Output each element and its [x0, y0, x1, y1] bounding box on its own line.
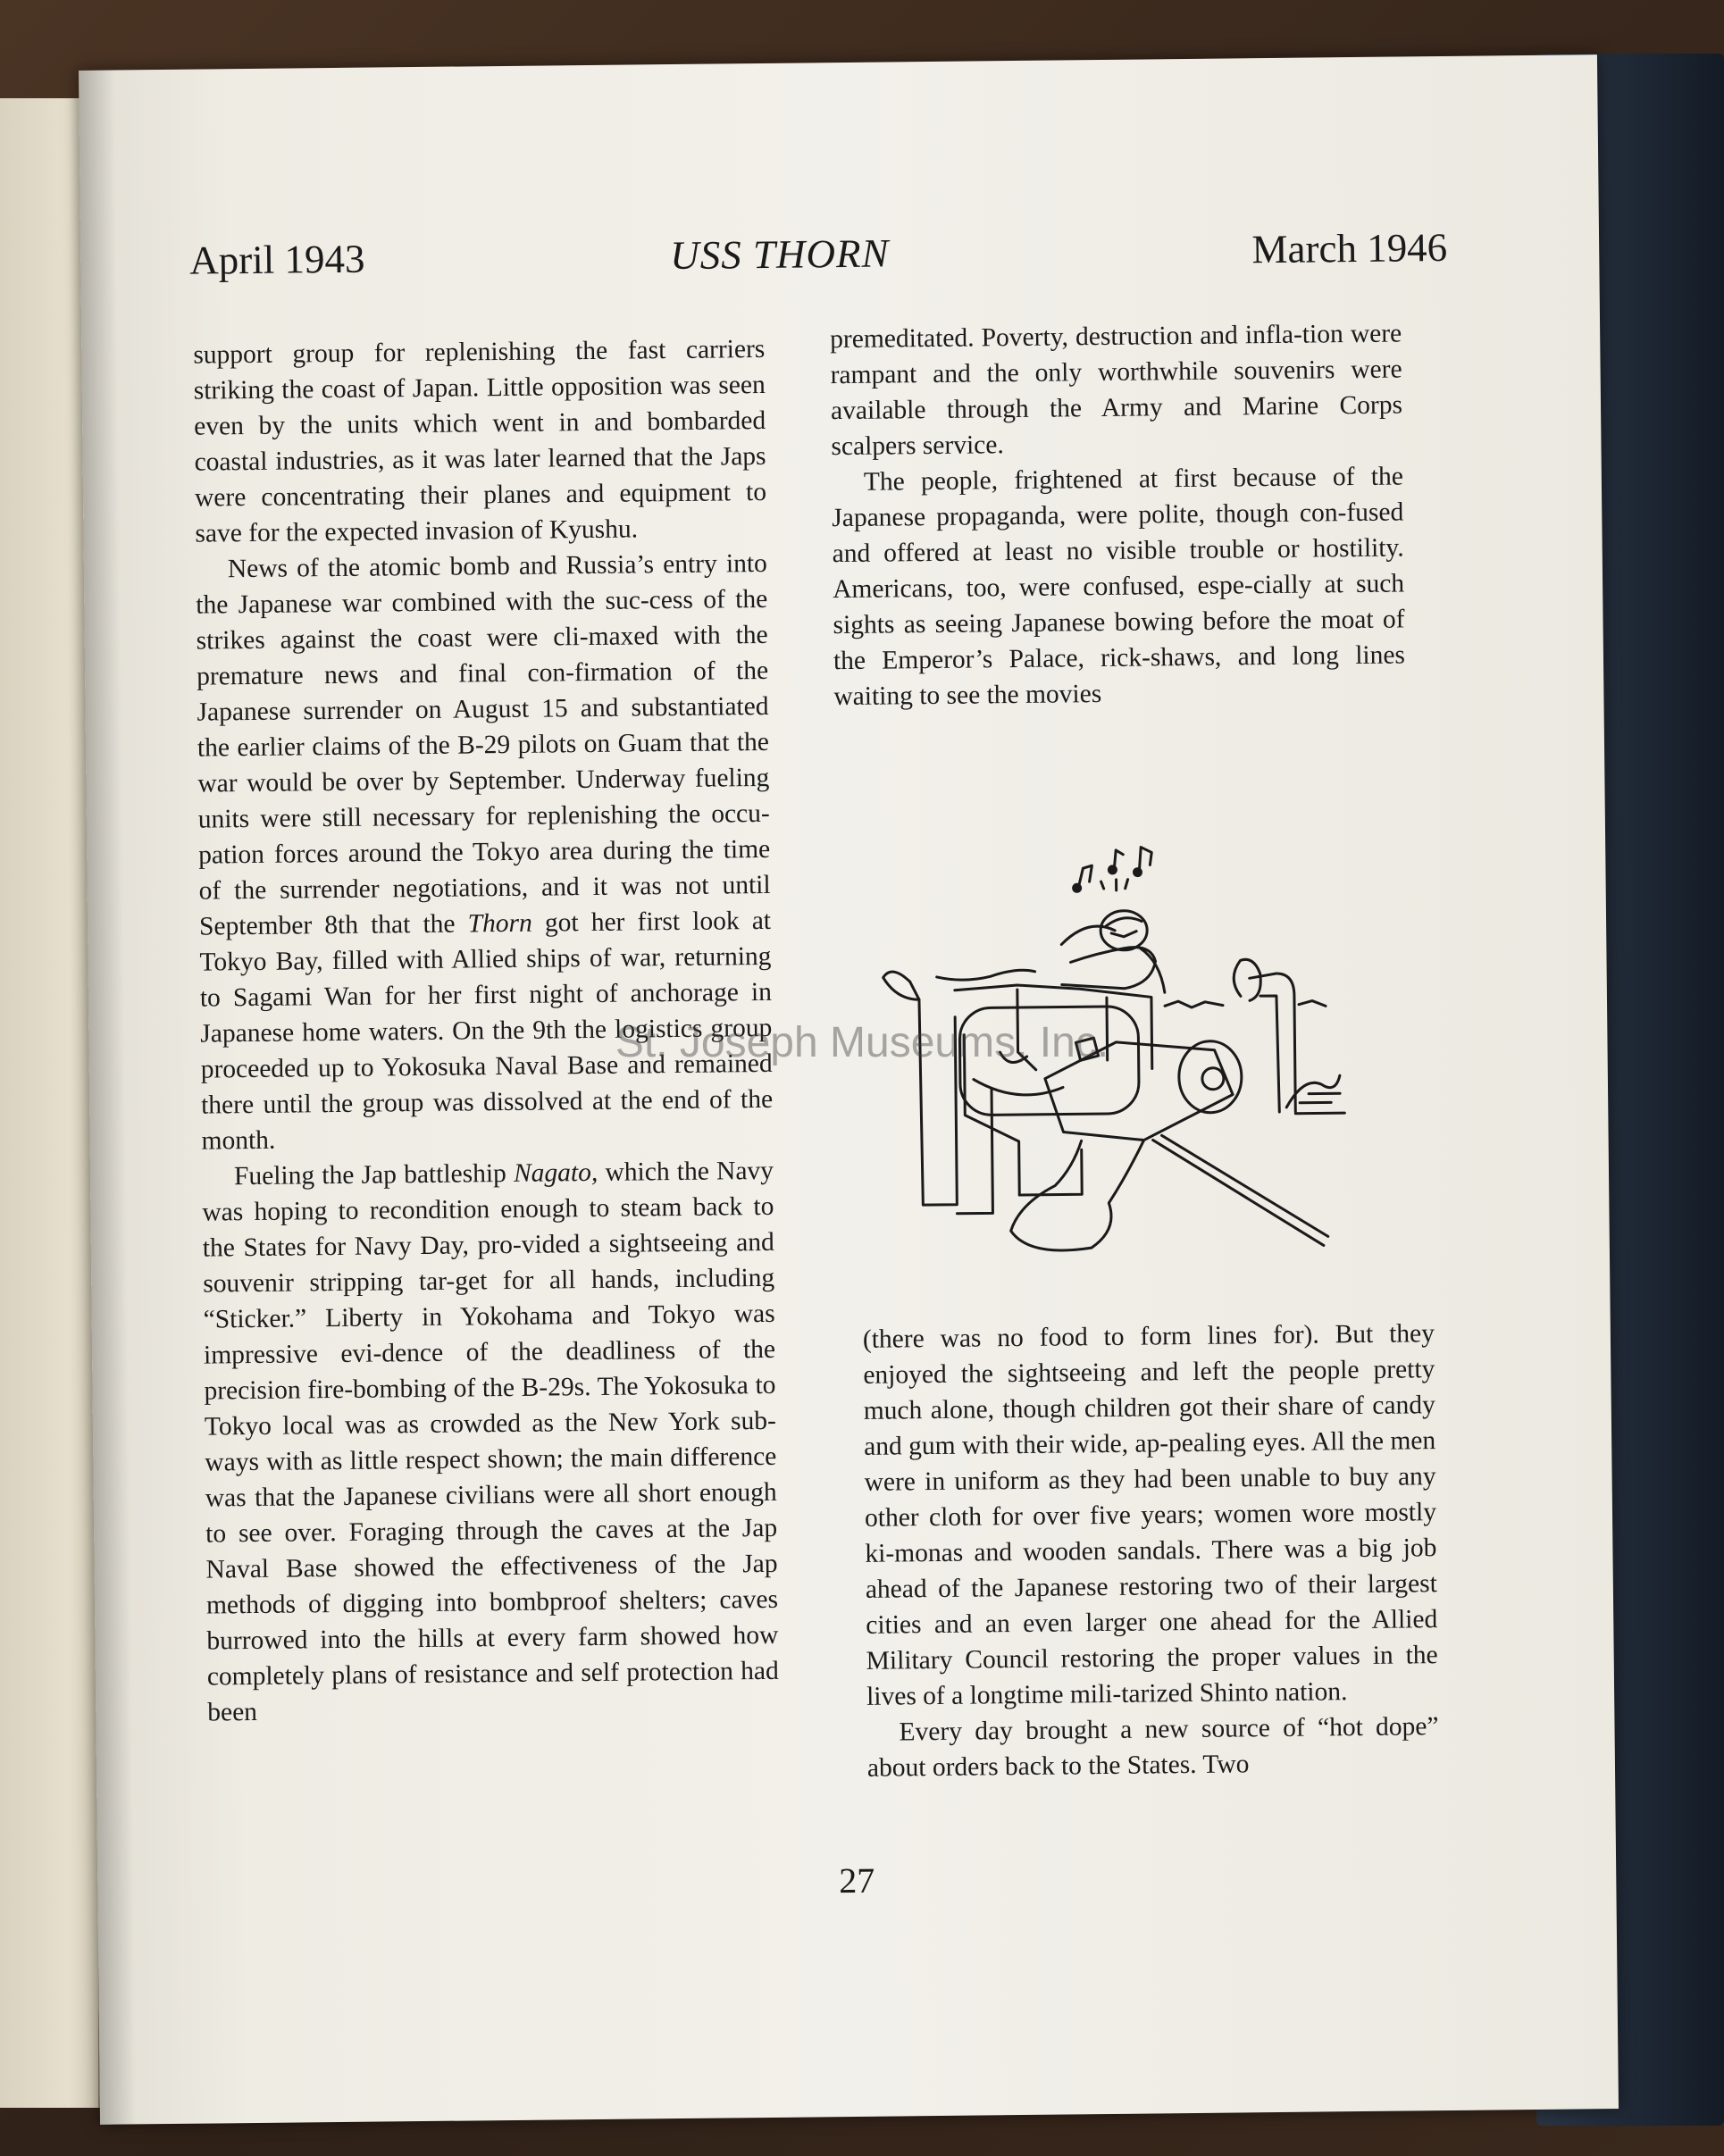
text-run: got her first look at Tokyo Bay, filled with Allied ships of war, returning to Sagami Wan for her first night of anchorage in Japanese home waters. On the 9th the logistics group proceeded up to Yokosuka Naval Base and remained there until the group was dissolved at the end of the month.: [199, 906, 774, 1156]
sailor-illustration: [854, 780, 1413, 1285]
paragraph: premeditated. Poverty, destruction and infla-tion were rampant and the only worthwhile souvenirs were available through the Army and Marine Corps scalpers service.: [830, 319, 1403, 462]
italic-ship-name: Nagato,: [513, 1157, 598, 1188]
watermark: St. Joseph Museums, Inc.: [615, 1019, 1109, 1066]
page-title: USS THORN: [669, 230, 890, 279]
music-notes-icon: [1073, 847, 1152, 891]
header-end-date: March 1946: [1251, 224, 1448, 272]
book-page: [79, 54, 1619, 2125]
paragraph: The people, frightened at first because of the Japanese propaganda, were polite, though con-fused and offered at least no visible trouble or hostility. Americans, too, were confused, espe-cially at such sights as seeing Japanese bowing before the moat of the Emperor’s Palace, rick-shaws, and long lines waiting to see the movies: [832, 462, 1406, 712]
text-run: which the Navy was hoping to recondition enough to steam back to the States for Navy Day, pro-vided a sightseeing and souvenir stripping tar-get for all hands, including “Sticker.” Liberty in Yokohama and Tokyo was impressive evi-dence of the deadliness of the precision fire-bombing of the B-29s. The Yokosuka to Tokyo local was as crowded as the New York sub-ways with as little respect shown; the main difference was that the Japanese civilians were all short enough to see over. Foraging through the caves at the Jap Naval Base showed the effectiveness of the Jap methods of digging into bombproof shelters; caves burrowed into the hills at every farm showed how completely plans of resistance and self protection had been: [202, 1156, 779, 1727]
paragraph: [196, 546, 774, 1159]
gun-barrel: [1008, 1040, 1327, 1250]
paragraph: (there was no food to form lines for). But they enjoyed the sightseeing and left the people pretty much alone, though children got their share of candy and gum with their wide, ap-pealing eyes. All the men were in uniform as they had been unable to buy any other cloth for over five years; women wore mostly ki-monas and wooden sandals. There was a big job ahead of the Japanese restoring two of their largest cities and an even larger one ahead for the Allied Military Council restoring the proper values in the lives of a longtime mili-tarized Shinto nation.: [862, 1319, 1438, 1711]
ventilator-and-sea: [1165, 958, 1345, 1115]
paragraph: support group for replenishing the fast carriers striking the coast of Japan. Little opposition was seen even by the units which went in and bombarded coastal industries, as it was later learned that the Japs were concentrating their planes and equipment to save for the expected invasion of Kyushu.: [193, 334, 767, 548]
paragraph: [202, 1153, 780, 1731]
right-text-column-bottom: [863, 1316, 1439, 1786]
paragraph: Every day brought a new source of “hot dope” about orders back to the States. Two: [866, 1712, 1439, 1783]
right-text-column-top: [830, 315, 1406, 714]
italic-ship-name: Thorn: [467, 908, 532, 939]
gun-mount: [883, 969, 1154, 1215]
sailor-figure: [936, 910, 1165, 995]
page-number: 27: [839, 1859, 875, 1901]
header-start-date: April 1943: [188, 236, 365, 283]
text-run: News of the atomic bomb and Russia’s entry into the Japanese war combined with the suc-cess of the strikes against the coast were cli-maxed with the premature news and final con-firmation of the Japanese surrender on August 15 and substantiated the earlier claims of the B-29 pilots on Guam that the war would be over by September. Underway fueling units were still necessary for replenishing the occu-pation forces around the Tokyo area during the time of the surrender negotiations, and it was not until September 8th that the: [196, 548, 771, 941]
left-text-column: [193, 331, 779, 1731]
text-run: Fueling the Jap battleship: [233, 1159, 506, 1191]
